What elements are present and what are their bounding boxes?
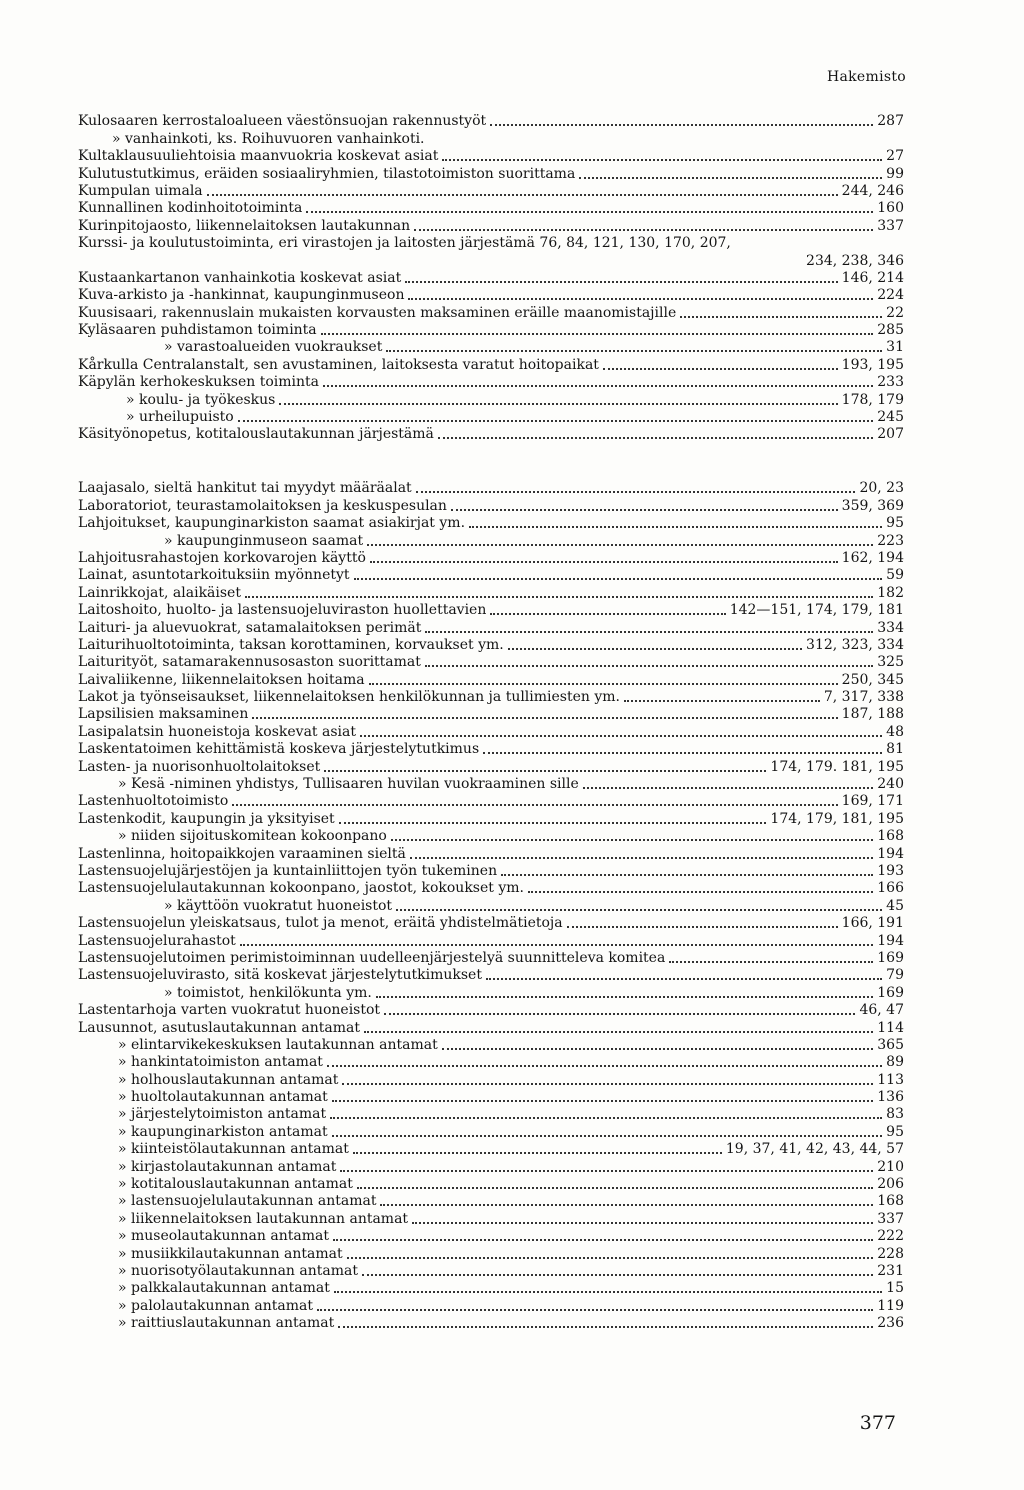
entry-pages: 206 — [877, 1176, 904, 1193]
entry-pages: 285 — [877, 322, 904, 339]
index-entry — [78, 1019, 904, 1036]
entry-pages: 228 — [877, 1245, 904, 1262]
entry-pages: 223 — [877, 532, 904, 549]
entry-term: Laajasalo, sieltä hankitut tai myydyt määräalat — [78, 480, 412, 497]
entry-pages: 142—151, 174, 179, 181 — [729, 602, 904, 619]
dot-leader — [483, 752, 882, 754]
entry-pages: 119 — [877, 1297, 904, 1314]
dot-leader — [567, 926, 838, 928]
entry-term: Lastenlinna, hoitopaikkojen varaaminen sieltä — [78, 845, 406, 862]
index-entry — [78, 200, 904, 217]
entry-pages: 15 — [886, 1280, 904, 1297]
entry-term: » kaupunginarkiston antamat — [118, 1123, 328, 1140]
dot-leader — [279, 403, 837, 405]
entry-pages: 359, 369 — [841, 497, 904, 514]
entry-term: Lastenhuoltotoimisto — [78, 793, 229, 810]
dot-leader — [324, 770, 766, 772]
dot-leader — [321, 333, 874, 335]
entry-pages: 244, 246 — [841, 182, 904, 199]
index-entry — [78, 915, 904, 932]
index-entry — [78, 845, 904, 862]
entry-term: Lastensuojelun yleiskatsaus, tulot ja menot, eräitä yhdistelmätietoja — [78, 915, 563, 932]
index-entry — [78, 776, 904, 793]
index-entry — [78, 1123, 904, 1140]
dot-leader — [528, 891, 873, 893]
entry-term: » kirjastolautakunnan antamat — [118, 1158, 337, 1175]
entry-term: » kaupunginmuseon saamat — [164, 532, 364, 549]
index-entry — [78, 619, 904, 636]
index-entry — [78, 356, 904, 373]
index-entry — [78, 1141, 904, 1158]
entry-pages: 27 — [886, 148, 904, 165]
entry-term: » käyttöön vuokratut huoneistot — [164, 897, 393, 914]
entry-pages: 169 — [877, 984, 904, 1001]
dot-leader — [501, 874, 873, 876]
dot-leader — [410, 857, 873, 859]
entry-term: » palkkalautakunnan antamat — [118, 1280, 330, 1297]
index-entry — [78, 984, 904, 1001]
dot-leader — [396, 909, 882, 911]
dot-leader — [333, 1239, 873, 1241]
index-entry — [78, 706, 904, 723]
entry-term: Kårkulla Centralanstalt, sen avustaminen, laitoksesta varatut hoitopaikat — [78, 356, 599, 373]
entry-term: Kumpulan uimala — [78, 182, 203, 199]
index-entry — [78, 1037, 904, 1054]
entry-term: Kuva-arkisto ja -hankinnat, kaupunginmuseon — [78, 287, 405, 304]
dot-leader — [442, 159, 882, 161]
index-entry — [78, 932, 904, 949]
entry-term: Lakot ja työnseisaukset, liikennelaitoksen henkilökunnan ja tullimiesten ym. — [78, 689, 621, 706]
dot-leader — [339, 822, 767, 824]
dot-leader — [207, 194, 838, 196]
entry-pages: 89 — [886, 1054, 904, 1071]
index-entry — [78, 584, 904, 601]
index-entry — [78, 409, 904, 426]
index-entry — [78, 252, 904, 269]
entry-pages: 146, 214 — [841, 269, 904, 286]
entry-pages: 231 — [877, 1262, 904, 1279]
entry-term: » hankintatoimiston antamat — [118, 1054, 323, 1071]
dot-leader — [334, 1291, 882, 1293]
index-entry — [78, 689, 904, 706]
index-entry — [78, 391, 904, 408]
dot-leader — [323, 385, 873, 387]
entry-term: Laiturityöt, satamarakennusosaston suorittamat — [78, 654, 421, 671]
entry-term: » koulu- ja työkeskus — [126, 391, 276, 408]
entry-term: Laivaliikenne, liikennelaitoksen hoitama — [78, 671, 365, 688]
entry-pages: 312, 323, 334 — [806, 636, 904, 653]
entry-term: » musiikkilautakunnan antamat — [118, 1245, 343, 1262]
dot-leader — [412, 1222, 873, 1224]
entry-term: » lastensuojelulautakunnan antamat — [118, 1193, 377, 1210]
index-entry — [78, 1158, 904, 1175]
entry-pages: 194 — [877, 932, 904, 949]
dot-leader — [508, 648, 802, 650]
entry-pages: 79 — [886, 967, 904, 984]
index-entry — [78, 480, 904, 497]
entry-pages: 169 — [877, 949, 904, 966]
entry-pages: 193, 195 — [841, 356, 904, 373]
entry-term: » toimistot, henkilökunta ym. — [164, 984, 372, 1001]
dot-leader — [245, 596, 873, 598]
index-entry — [78, 880, 904, 897]
entry-pages: 240 — [877, 776, 904, 793]
entry-pages: 337 — [877, 217, 904, 234]
entry-term: Lastensuojelulautakunnan kokoonpano, jaostot, kokoukset ym. — [78, 880, 524, 897]
entry-pages: 22 — [886, 304, 904, 321]
index-entry — [78, 637, 904, 654]
dot-leader — [332, 1100, 874, 1102]
index-entry — [78, 1228, 904, 1245]
entry-term: Käsityönopetus, kotitalouslautakunnan järjestämä — [78, 426, 434, 443]
index-entry — [78, 322, 904, 339]
index-entry — [78, 217, 904, 234]
entry-pages: 224 — [877, 287, 904, 304]
index-entry — [78, 950, 904, 967]
entry-pages: 45 — [886, 897, 904, 914]
entry-term: Kurssi- ja koulutustoiminta, eri virastojen ja laitosten järjestämä 76, 84, 121, 130, 170, 207, — [78, 235, 731, 252]
index-entry — [78, 1106, 904, 1123]
dot-leader — [384, 1013, 855, 1015]
dot-leader — [579, 177, 882, 179]
entry-pages: 166, 191 — [841, 915, 904, 932]
index-entry — [78, 235, 904, 252]
entry-term: » vanhainkoti, ks. Roihuvuoren vanhainkoti. — [112, 130, 425, 147]
dot-leader — [347, 1257, 874, 1259]
index-entry — [78, 1280, 904, 1297]
entry-pages: 168 — [877, 828, 904, 845]
entry-term: Kyläsaaren puhdistamon toiminta — [78, 322, 317, 339]
dot-leader — [354, 578, 883, 580]
entry-term: Lausunnot, asutuslautakunnan antamat — [78, 1019, 360, 1036]
entry-pages: 174, 179. 181, 195 — [770, 758, 904, 775]
entry-pages: 20, 23 — [859, 480, 904, 497]
entry-term: Laskentatoimen kehittämistä koskeva järjestelytutkimus — [78, 741, 480, 758]
page-number: 377 — [859, 1412, 896, 1434]
entry-term: Kurinpitojaosto, liikennelaitoksen lautakunnan — [78, 217, 411, 234]
index-entry — [78, 113, 904, 130]
index-entry — [78, 1315, 904, 1332]
entry-pages: 95 — [886, 515, 904, 532]
index-entry — [78, 897, 904, 914]
entry-pages: 169, 171 — [841, 793, 904, 810]
entry-pages: 166 — [877, 880, 904, 897]
index-entry — [78, 130, 904, 147]
dot-leader — [369, 683, 838, 685]
entry-term: Lasten- ja nuorisonhuoltolaitokset — [78, 758, 321, 775]
entry-pages: 250, 345 — [841, 671, 904, 688]
entry-term: Kunnallinen kodinhoitotoiminta — [78, 200, 303, 217]
entry-pages: 334 — [877, 619, 904, 636]
entry-term: » järjestelytoimiston antamat — [118, 1106, 327, 1123]
entry-pages: 207 — [877, 426, 904, 443]
entry-pages: 99 — [886, 165, 904, 182]
entry-term: Käpylän kerhokeskuksen toiminta — [78, 374, 320, 391]
entry-pages: 46, 47 — [859, 1002, 904, 1019]
entry-term: » huoltolautakunnan antamat — [118, 1089, 328, 1106]
entry-term: Lastenkodit, kaupungin ja yksityiset — [78, 810, 335, 827]
entry-term: Kultaklausuuliehtoisia maanvuokria koskevat asiat — [78, 148, 439, 165]
index-entry — [78, 515, 904, 532]
index-entry — [78, 810, 904, 827]
entry-term: Lastensuojelurahastot — [78, 932, 236, 949]
entry-pages: 187, 188 — [841, 706, 904, 723]
index-entry — [78, 1071, 904, 1088]
dot-leader — [353, 1152, 722, 1154]
index-entry — [78, 426, 904, 443]
dot-leader — [486, 978, 882, 980]
entry-pages: 245 — [877, 409, 904, 426]
entry-pages: 337 — [877, 1210, 904, 1227]
entry-term: » museolautakunnan antamat — [118, 1228, 329, 1245]
index-entry — [78, 374, 904, 391]
dot-leader — [317, 1309, 873, 1311]
entry-pages: 160 — [877, 200, 904, 217]
dot-leader — [238, 420, 874, 422]
index-entry — [78, 1054, 904, 1071]
entry-term: » nuorisotyölautakunnan antamat — [118, 1262, 358, 1279]
index-entry — [78, 967, 904, 984]
entry-pages: 95 — [886, 1123, 904, 1140]
dot-leader — [386, 350, 882, 352]
index-entry — [78, 287, 904, 304]
index-entry — [78, 1263, 904, 1280]
entry-pages: 174, 179, 181, 195 — [770, 810, 904, 827]
entry-term: 234, 238, 346 — [806, 252, 904, 269]
dot-leader — [332, 1135, 883, 1137]
entry-term: Lasipalatsin huoneistoja koskevat asiat — [78, 723, 356, 740]
dot-leader — [360, 735, 882, 737]
dot-leader — [367, 544, 873, 546]
entry-term: » raittiuslautakunnan antamat — [118, 1315, 335, 1332]
index-entry — [78, 671, 904, 688]
index-entry — [78, 863, 904, 880]
index-entry — [78, 304, 904, 321]
index-entry — [78, 339, 904, 356]
index-entry — [78, 1245, 904, 1262]
index-entry — [78, 1297, 904, 1314]
entry-pages: 325 — [877, 654, 904, 671]
dot-leader — [342, 1083, 873, 1085]
entry-pages: 287 — [877, 113, 904, 130]
dot-leader — [408, 298, 873, 300]
entry-pages: 222 — [877, 1228, 904, 1245]
index-section-k — [78, 113, 904, 443]
dot-leader — [362, 1274, 873, 1276]
dot-leader — [330, 1117, 882, 1119]
entry-term: Lastensuojelutoimen perimistoiminnan uudelleenjärjestelyä suunnitteleva komitea — [78, 949, 666, 966]
entry-pages: 114 — [877, 1019, 904, 1036]
index-entry — [78, 270, 904, 287]
entry-term: Lastentarhoja varten vuokratut huoneistot — [78, 1002, 381, 1019]
dot-leader — [624, 700, 820, 702]
index-entry — [78, 758, 904, 775]
dot-leader — [583, 787, 874, 789]
entry-term: » elintarvikekeskuksen lautakunnan antamat — [118, 1036, 438, 1053]
dot-leader — [425, 665, 873, 667]
dot-leader — [442, 1048, 874, 1050]
entry-term: Lainat, asuntotarkoituksiin myönnetyt — [78, 567, 350, 584]
entry-term: » Kesä -niminen yhdistys, Tullisaaren huvilan vuokraaminen sille — [118, 776, 579, 793]
entry-term: Kustaankartanon vanhainkotia koskevat asiat — [78, 269, 402, 286]
entry-pages: 178, 179 — [841, 391, 904, 408]
entry-term: Laboratoriot, teurastamolaitoksen ja keskuspesulan — [78, 497, 447, 514]
entry-pages: 113 — [877, 1071, 904, 1088]
dot-leader — [603, 368, 838, 370]
dot-leader — [338, 1326, 873, 1328]
dot-leader — [340, 1170, 873, 1172]
entry-term: » holhouslautakunnan antamat — [118, 1071, 339, 1088]
index-entry — [78, 1176, 904, 1193]
dot-leader — [451, 509, 838, 511]
dot-leader — [391, 839, 873, 841]
entry-term: Lastensuojelujärjestöjen ja kuntainliittojen työn tukeminen — [78, 862, 498, 879]
index-entry — [78, 567, 904, 584]
entry-term: Lahjoitukset, kaupunginarkiston saamat asiakirjat ym. — [78, 515, 466, 532]
dot-leader — [232, 804, 837, 806]
entry-pages: 31 — [886, 339, 904, 356]
dot-leader — [490, 613, 725, 615]
entry-term: Laiturihuoltotoiminta, taksan korottaminen, korvaukset ym. — [78, 636, 504, 653]
dot-leader — [425, 631, 873, 633]
index-entry — [78, 183, 904, 200]
entry-term: Lahjoitusrahastojen korkovarojen käyttö — [78, 549, 366, 566]
running-header: Hakemisto — [826, 69, 906, 85]
index-entry — [78, 741, 904, 758]
dot-leader — [490, 124, 873, 126]
entry-term: Lastensuojeluvirasto, sitä koskevat järjestelytutkimukset — [78, 967, 482, 984]
dot-leader — [240, 944, 873, 946]
dot-leader — [327, 1065, 882, 1067]
entry-term: Lapsilisien maksaminen — [78, 706, 249, 723]
entry-term: » niiden sijoituskomitean kokoonpano — [118, 828, 387, 845]
entry-term: » liikennelaitoksen lautakunnan antamat — [118, 1210, 409, 1227]
index-entry — [78, 828, 904, 845]
index-entry — [78, 532, 904, 549]
entry-pages: 182 — [877, 584, 904, 601]
dot-leader — [416, 491, 856, 493]
entry-pages: 83 — [886, 1106, 904, 1123]
dot-leader — [680, 316, 882, 318]
entry-pages: 162, 194 — [841, 549, 904, 566]
dot-leader — [414, 229, 873, 231]
index-entry — [78, 1193, 904, 1210]
entry-pages: 194 — [877, 845, 904, 862]
entry-pages: 19, 37, 41, 42, 43, 44, 57 — [725, 1141, 904, 1158]
dot-leader — [376, 996, 873, 998]
dot-leader — [380, 1204, 873, 1206]
index-entry — [78, 793, 904, 810]
index-entry — [78, 1089, 904, 1106]
entry-pages: 193 — [877, 862, 904, 879]
entry-pages: 365 — [877, 1036, 904, 1053]
entry-pages: 233 — [877, 374, 904, 391]
entry-pages: 81 — [886, 741, 904, 758]
entry-term: » urheilupuisto — [126, 409, 234, 426]
dot-leader — [364, 1031, 873, 1033]
entry-term: Laitoshoito, huolto- ja lastensuojeluviraston huollettavien — [78, 602, 487, 619]
index-entry — [78, 165, 904, 182]
index-section-l — [78, 480, 904, 1332]
entry-pages: 236 — [877, 1315, 904, 1332]
entry-pages: 59 — [886, 567, 904, 584]
entry-term: Kulosaaren kerrostaloalueen väestönsuojan rakennustyöt — [78, 113, 487, 130]
entry-term: Kuusisaari, rakennuslain mukaisten korvausten maksaminen eräille maanomistajille — [78, 304, 677, 321]
index-entry — [78, 497, 904, 514]
entry-term: » kiinteistölautakunnan antamat — [118, 1141, 349, 1158]
entry-pages: 48 — [886, 723, 904, 740]
index-entry — [78, 602, 904, 619]
dot-leader — [252, 717, 837, 719]
dot-leader — [469, 526, 882, 528]
dot-leader — [438, 437, 873, 439]
entry-term: » kotitalouslautakunnan antamat — [118, 1176, 353, 1193]
entry-term: » palolautakunnan antamat — [118, 1297, 313, 1314]
dot-leader — [306, 211, 873, 213]
dot-leader — [405, 281, 837, 283]
entry-pages: 136 — [877, 1089, 904, 1106]
index-entry — [78, 723, 904, 740]
index-entry — [78, 148, 904, 165]
dot-leader — [669, 961, 873, 963]
entry-term: Lainrikkojat, alaikäiset — [78, 584, 241, 601]
dot-leader — [357, 1187, 873, 1189]
entry-pages: 168 — [877, 1193, 904, 1210]
entry-term: » varastoalueiden vuokraukset — [164, 339, 383, 356]
index-entry — [78, 550, 904, 567]
index-entry — [78, 654, 904, 671]
entry-pages: 210 — [877, 1158, 904, 1175]
entry-term: Kulutustutkimus, eräiden sosiaaliryhmien, tilastotoimiston suorittama — [78, 165, 576, 182]
dot-leader — [370, 561, 838, 563]
entry-pages: 7, 317, 338 — [823, 689, 904, 706]
index-entry — [78, 1210, 904, 1227]
index-entry — [78, 1002, 904, 1019]
entry-term: Laituri- ja aluevuokrat, satamalaitoksen perimät — [78, 619, 422, 636]
